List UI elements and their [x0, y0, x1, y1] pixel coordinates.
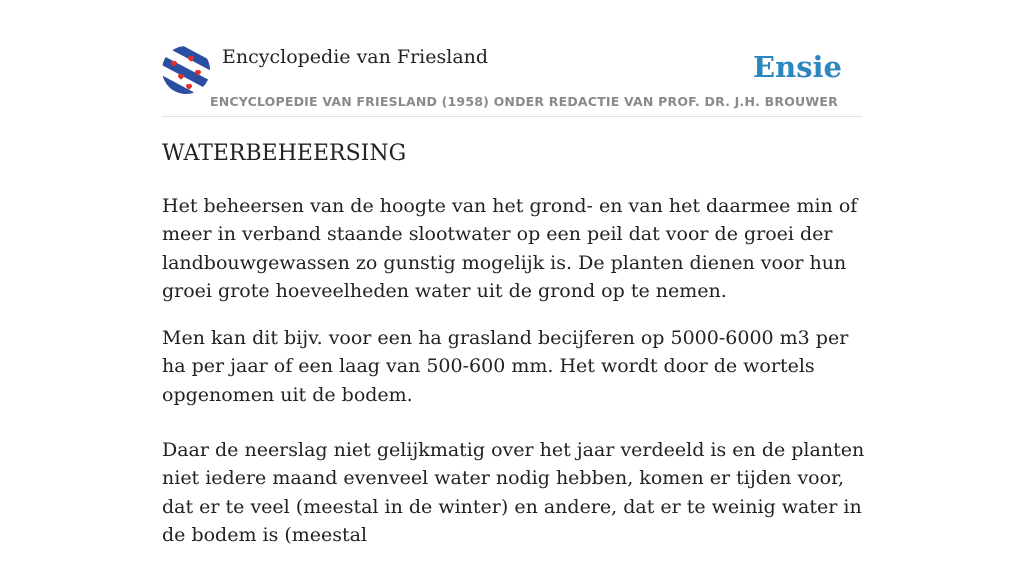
entry-paragraph: Daar de neerslag niet gelijkmatig over het jaar verdeeld is en de planten niet iedere maand evenveel water nodig hebben, komen er tijden voor, dat er te veel (meestal in de winter) en andere, dat er te weinig water in de bodem is (meestal — [162, 439, 865, 546]
frisian-flag-svg — [162, 46, 210, 94]
entry-title: WATERBEHEERSING — [162, 141, 407, 166]
site-header — [162, 0, 862, 117]
page — [162, 0, 865, 546]
frisian-flag-icon[interactable] — [162, 46, 210, 94]
entry-paragraph: Het beheersen van de hoogte van het grond- en van het daarmee min of meer in verband staande slootwater op een peil dat voor de groei der landbouwgewassen zo gunstig mogelijk is. De planten dienen voor hun groei grote hoeveelheden water uit de grond op te nemen. — [162, 195, 858, 302]
ensie-brand-logo[interactable]: Ensie — [753, 50, 842, 84]
entry-paragraph: Men kan dit bijv. voor een ha grasland becijferen op 5000-6000 m3 per ha per jaar of een laag van 500-600 mm. Het wordt door de wortels opgenomen uit de bodem. — [162, 327, 849, 406]
site-title[interactable]: Encyclopedie van Friesland — [222, 46, 489, 68]
entry-content — [162, 192, 867, 568]
site-subtitle: ENCYCLOPEDIE VAN FRIESLAND (1958) ONDER REDACTIE VAN PROF. DR. J.H. BROUWER — [210, 94, 838, 109]
